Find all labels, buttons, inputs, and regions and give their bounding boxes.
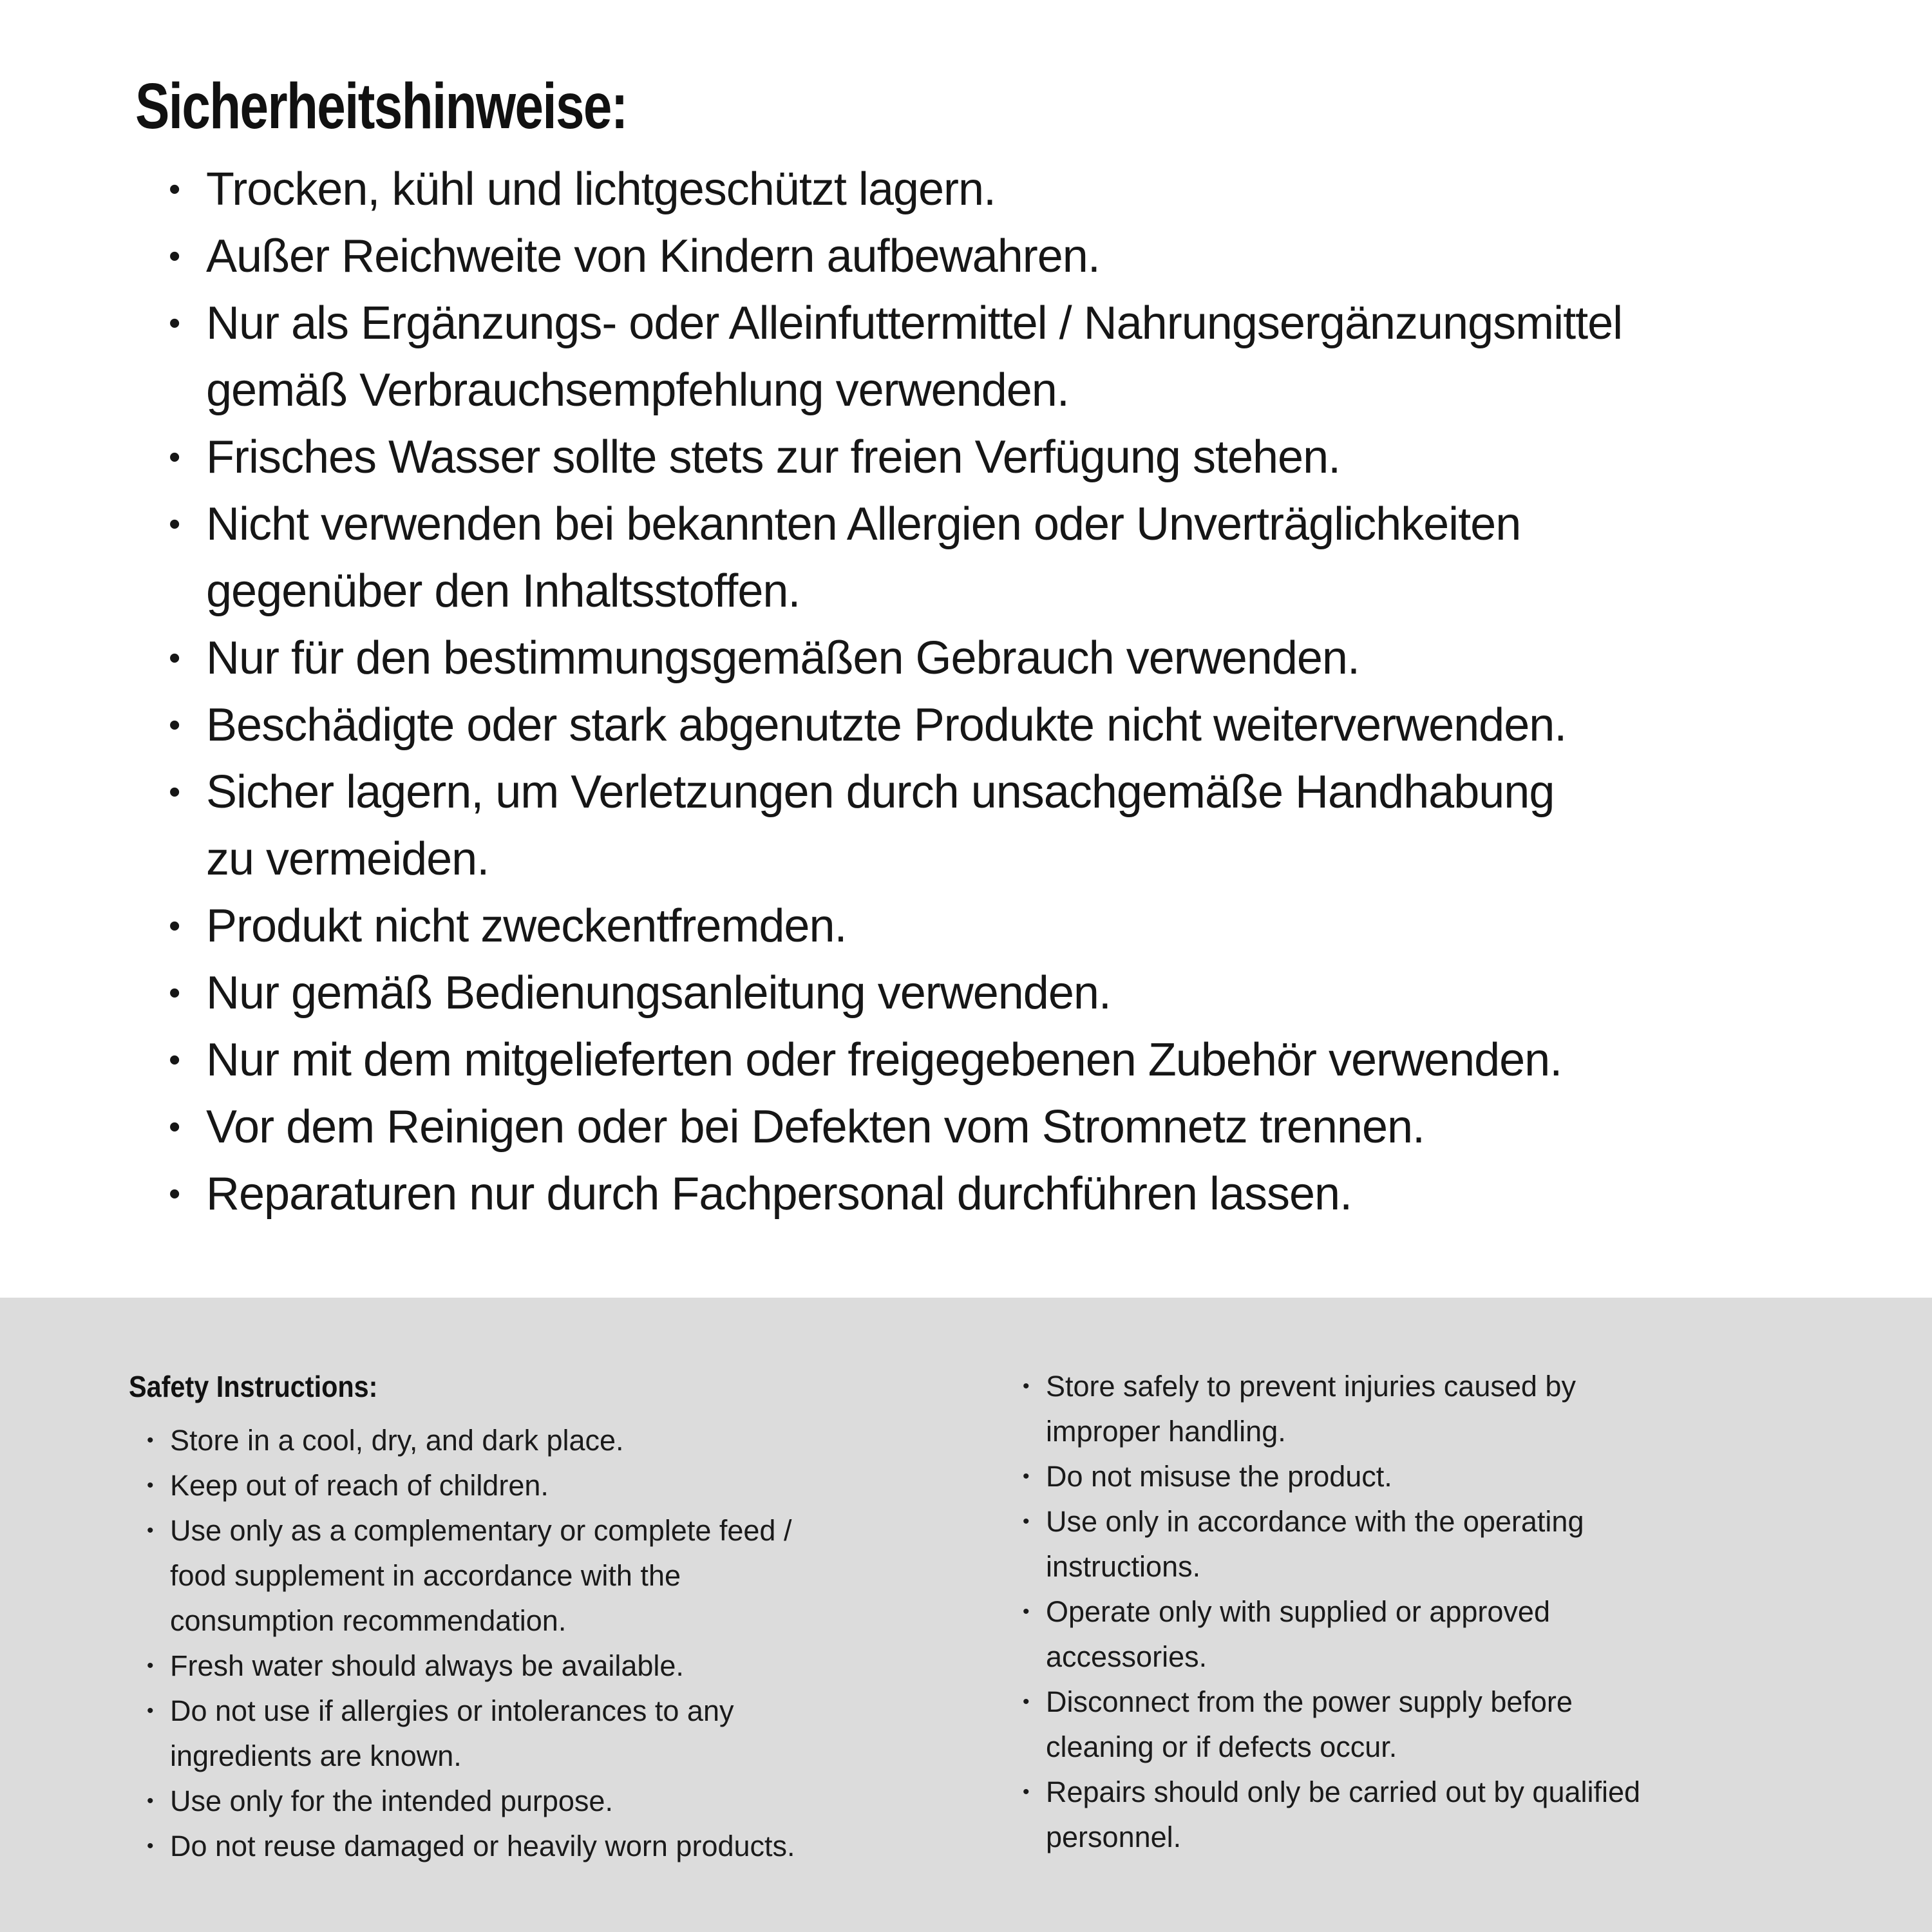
bullet-item — [135, 692, 1868, 759]
text-line: Produkt nicht zweckentfremden. — [206, 900, 847, 952]
bullet-item — [147, 1689, 1005, 1779]
bullet-item — [1023, 1589, 1899, 1680]
text-line: Sicher lagern, um Verletzungen durch unsachgemäße Handhabung — [206, 766, 1555, 818]
text-line: Repairs should only be carried out by qualified — [1046, 1776, 1641, 1808]
bullet-dot-icon: • — [169, 1041, 180, 1079]
bullet-text — [206, 1160, 1868, 1227]
bullet-item — [135, 1027, 1868, 1094]
text-line: Store safely to prevent injuries caused by — [1046, 1370, 1576, 1403]
text-line: Use only in accordance with the operating — [1046, 1505, 1584, 1538]
text-line: Do not reuse damaged or heavily worn products. — [170, 1830, 795, 1862]
english-section — [0, 1298, 1932, 1932]
bullet-text — [170, 1508, 1005, 1643]
bullet-dot-icon: • — [147, 1790, 154, 1812]
text-line: Keep out of reach of children. — [170, 1469, 549, 1502]
bullet-dot-icon: • — [169, 506, 180, 543]
text-line: Beschädigte oder stark abgenutzte Produkte nicht weiterverwenden. — [206, 699, 1567, 751]
text-line: Fresh water should always be available. — [170, 1649, 684, 1682]
text-line: ingredients are known. — [170, 1739, 462, 1772]
bullet-item — [135, 1160, 1868, 1227]
english-right-column — [1023, 1364, 1899, 1860]
text-line: Operate only with supplied or approved — [1046, 1595, 1550, 1628]
text-line: Do not misuse the product. — [1046, 1460, 1392, 1493]
bullet-item — [147, 1779, 1005, 1824]
bullet-dot-icon: • — [147, 1475, 154, 1496]
bullet-text — [206, 156, 1868, 223]
text-line: Use only as a complementary or complete feed / — [170, 1514, 792, 1547]
bullet-dot-icon: • — [169, 639, 180, 677]
english-right-bullet-list — [1023, 1364, 1899, 1860]
bullet-dot-icon: • — [169, 1108, 180, 1146]
english-left-bullet-list — [147, 1418, 1005, 1869]
text-line: gemäß Verbrauchsempfehlung verwenden. — [206, 365, 1069, 416]
bullet-dot-icon: • — [169, 1175, 180, 1213]
bullet-text — [170, 1643, 1005, 1689]
bullet-dot-icon: • — [169, 171, 180, 208]
text-line: Nur gemäß Bedienungsanleitung verwenden. — [206, 967, 1111, 1019]
text-line: personnel. — [1046, 1821, 1182, 1853]
text-line: Nur als Ergänzungs- oder Alleinfuttermittel / Nahrungsergänzungsmittel — [206, 298, 1623, 349]
bullet-text — [206, 893, 1868, 960]
bullet-text — [206, 290, 1868, 424]
text-line: zu vermeiden. — [206, 833, 489, 885]
bullet-dot-icon: • — [169, 305, 180, 342]
bullet-text — [1046, 1680, 1899, 1770]
text-line: accessories. — [1046, 1640, 1208, 1673]
bullet-item — [1023, 1770, 1899, 1860]
bullet-text — [1046, 1770, 1899, 1860]
bullet-dot-icon: • — [1023, 1466, 1030, 1487]
bullet-dot-icon: • — [169, 907, 180, 945]
bullet-item — [135, 1094, 1868, 1160]
bullet-text — [206, 759, 1868, 893]
bullet-text — [170, 1824, 1005, 1869]
bullet-text — [206, 1094, 1868, 1160]
bullet-dot-icon: • — [147, 1835, 154, 1857]
english-section-title: Safety Instructions: — [129, 1370, 378, 1403]
bullet-item — [1023, 1454, 1899, 1499]
text-line: Nur mit dem mitgelieferten oder freigegebenen Zubehör verwenden. — [206, 1034, 1562, 1086]
text-line: Außer Reichweite von Kindern aufbewahren. — [206, 231, 1100, 282]
bullet-text — [170, 1418, 1005, 1463]
bullet-dot-icon: • — [147, 1700, 154, 1721]
text-line: Store in a cool, dry, and dark place. — [170, 1424, 624, 1457]
bullet-item — [135, 625, 1868, 692]
text-line: food supplement in accordance with the — [170, 1559, 681, 1592]
text-line: improper handling. — [1046, 1415, 1286, 1448]
german-section-title: Sicherheitshinweise: — [135, 70, 627, 142]
bullet-text — [206, 223, 1868, 290]
bullet-dot-icon: • — [169, 439, 180, 476]
bullet-item — [135, 960, 1868, 1027]
bullet-item — [135, 759, 1868, 893]
text-line: gegenüber den Inhaltsstoffen. — [206, 565, 800, 617]
bullet-dot-icon: • — [147, 1430, 154, 1451]
bullet-item — [135, 893, 1868, 960]
bullet-text — [1046, 1454, 1899, 1499]
bullet-item — [147, 1418, 1005, 1463]
bullet-item — [147, 1643, 1005, 1689]
text-line: Use only for the intended purpose. — [170, 1785, 613, 1817]
bullet-dot-icon: • — [1023, 1691, 1030, 1712]
bullet-item — [135, 491, 1868, 625]
text-line: Nicht verwenden bei bekannten Allergien oder Unverträglichkeiten — [206, 498, 1521, 550]
bullet-dot-icon: • — [1023, 1511, 1030, 1532]
bullet-text — [206, 692, 1868, 759]
bullet-item — [147, 1824, 1005, 1869]
text-line: consumption recommendation. — [170, 1604, 567, 1637]
text-line: Nur für den bestimmungsgemäßen Gebrauch verwenden. — [206, 632, 1359, 684]
text-line: Vor dem Reinigen oder bei Defekten vom Stromnetz trennen. — [206, 1101, 1425, 1153]
german-section — [135, 64, 1868, 1227]
bullet-text — [206, 491, 1868, 625]
text-line: Frisches Wasser sollte stets zur freien Verfügung stehen. — [206, 431, 1341, 483]
bullet-text — [206, 960, 1868, 1027]
bullet-item — [147, 1463, 1005, 1508]
bullet-text — [206, 1027, 1868, 1094]
english-left-column — [129, 1364, 1005, 1869]
german-bullet-list — [135, 156, 1868, 1227]
bullet-text — [1046, 1589, 1899, 1680]
bullet-item — [135, 424, 1868, 491]
text-line: Reparaturen nur durch Fachpersonal durchführen lassen. — [206, 1168, 1352, 1220]
bullet-text — [170, 1689, 1005, 1779]
bullet-text — [206, 424, 1868, 491]
bullet-dot-icon: • — [147, 1520, 154, 1541]
bullet-dot-icon: • — [169, 974, 180, 1012]
bullet-item — [1023, 1499, 1899, 1589]
bullet-item — [147, 1508, 1005, 1643]
text-line: instructions. — [1046, 1550, 1201, 1583]
bullet-dot-icon: • — [1023, 1781, 1030, 1803]
bullet-dot-icon: • — [147, 1655, 154, 1676]
bullet-text — [206, 625, 1868, 692]
bullet-item — [1023, 1680, 1899, 1770]
bullet-text — [170, 1779, 1005, 1824]
bullet-item — [135, 156, 1868, 223]
bullet-text — [170, 1463, 1005, 1508]
bullet-dot-icon: • — [169, 238, 180, 275]
text-line: cleaning or if defects occur. — [1046, 1730, 1397, 1763]
bullet-text — [1046, 1499, 1899, 1589]
text-line: Trocken, kühl und lichtgeschützt lagern. — [206, 164, 996, 215]
bullet-dot-icon: • — [1023, 1601, 1030, 1622]
bullet-item — [135, 223, 1868, 290]
bullet-dot-icon: • — [1023, 1376, 1030, 1397]
text-line: Do not use if allergies or intolerances to any — [170, 1694, 734, 1727]
bullet-dot-icon: • — [169, 773, 180, 811]
bullet-item — [135, 290, 1868, 424]
bullet-text — [1046, 1364, 1899, 1454]
text-line: Disconnect from the power supply before — [1046, 1685, 1573, 1718]
bullet-item — [1023, 1364, 1899, 1454]
bullet-dot-icon: • — [169, 706, 180, 744]
